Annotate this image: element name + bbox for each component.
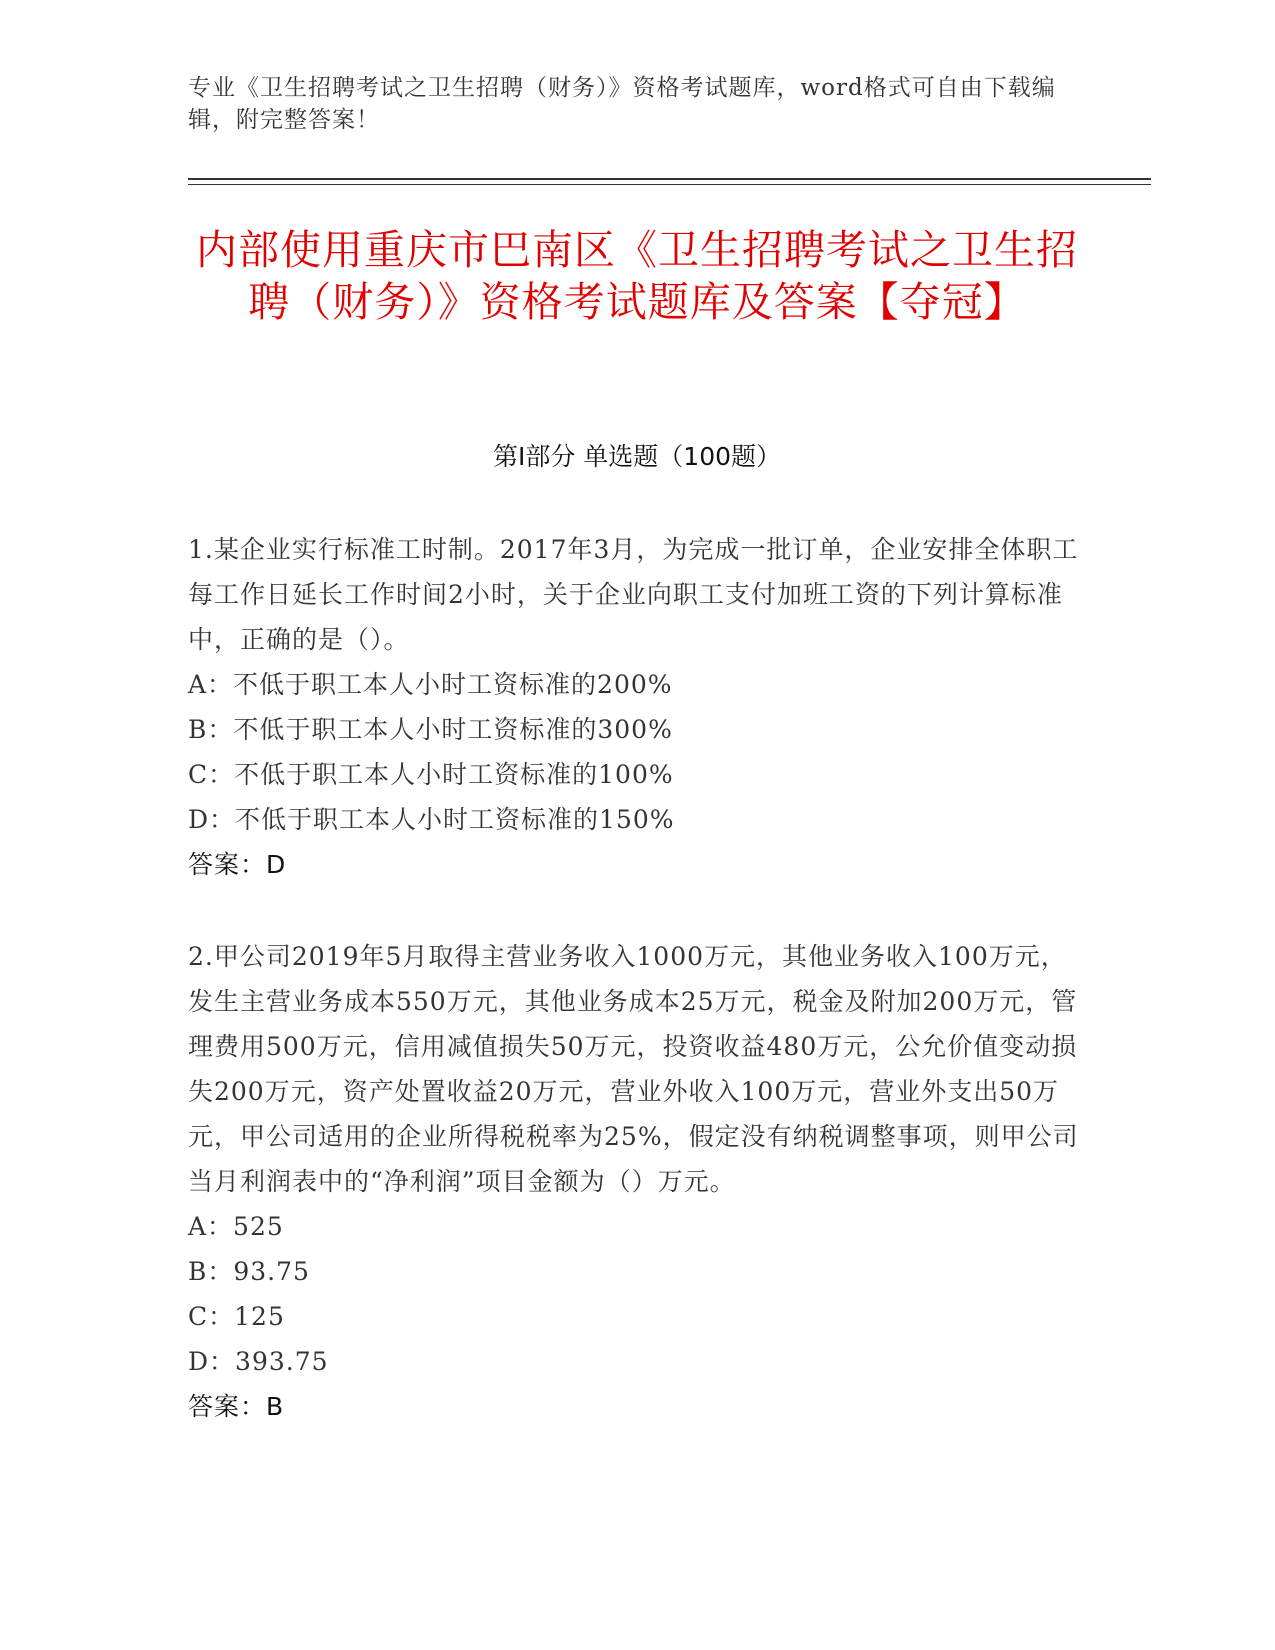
header-divider-thin xyxy=(188,184,1151,185)
answer: 答案：D xyxy=(188,850,287,879)
header-note: 专业《卫生招聘考试之卫生招聘（财务）》资格考试题库，word格式可自由下载编辑，附完整答案！ xyxy=(188,75,1056,133)
question-stem: 2.甲公司2019年5月取得主营业务收入1000万元，其他业务收入100万元，发生主营业务成本550万元，其他业务成本25万元，税金及附加200万元，管理费用500万元，信用减值损失50万元，投资收益480万元，公允价值变动损失200万元，资产处置收益20万元，营业外收入100万元，营业外支出50万元，甲公司适用的企业所得税税率为25%，假定没有纳税调整事项，则甲公司当月利润表中的“净利润”项目金额为（）万元。 xyxy=(188,942,1079,1196)
section-title: 第I部分 单选题（100题） xyxy=(492,442,782,471)
option-d: D：393.75 xyxy=(188,1347,329,1376)
document-title: 内部使用重庆市巴南区《卫生招聘考试之卫生招聘（财务）》资格考试题库及答案【夺冠】 xyxy=(196,226,1078,326)
header-divider-thick xyxy=(188,178,1151,180)
option-b: B：不低于职工本人小时工资标准的300% xyxy=(188,715,673,744)
option-c: C：不低于职工本人小时工资标准的100% xyxy=(188,760,674,789)
option-a: A：525 xyxy=(188,1212,284,1241)
option-a: A：不低于职工本人小时工资标准的200% xyxy=(188,670,673,699)
option-c: C：125 xyxy=(188,1302,285,1331)
option-d: D：不低于职工本人小时工资标准的150% xyxy=(188,805,675,834)
question-1 xyxy=(188,527,1088,887)
question-stem: 1.某企业实行标准工时制。2017年3月，为完成一批订单，企业安排全体职工每工作日延长工作时间2小时，关于企业向职工支付加班工资的下列计算标准中，正确的是（）。 xyxy=(188,535,1079,654)
answer: 答案：B xyxy=(188,1392,285,1421)
option-b: B：93.75 xyxy=(188,1257,310,1286)
question-2 xyxy=(188,934,1088,1429)
